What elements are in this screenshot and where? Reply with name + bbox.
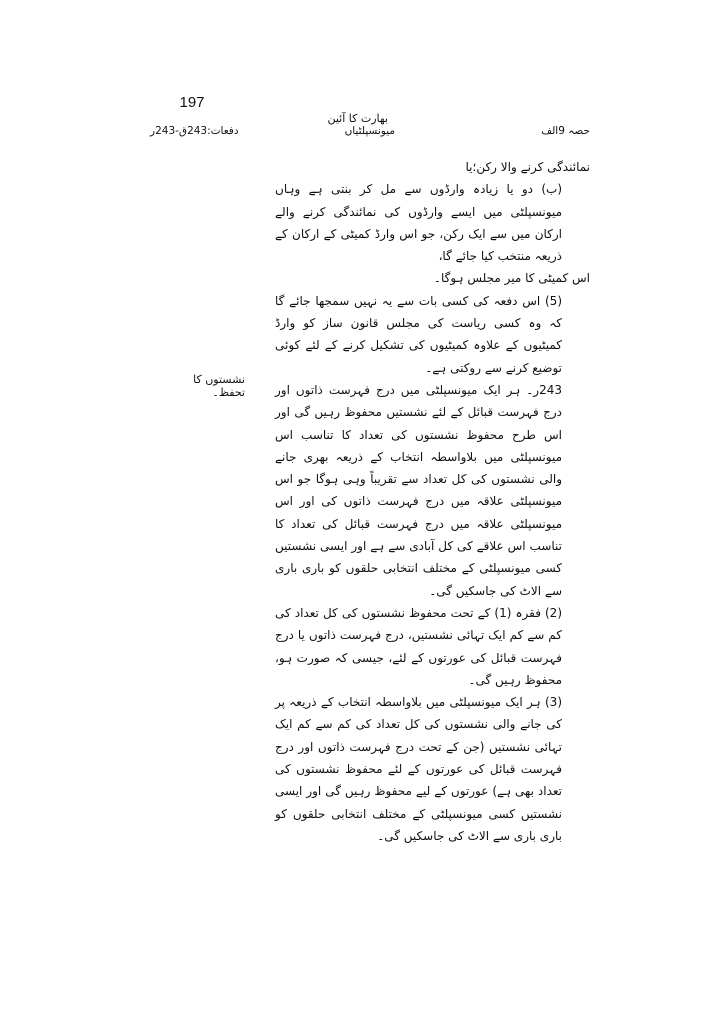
book-title: بھارت کا آئین xyxy=(327,112,388,125)
section-range: دفعات:243ق-243ر xyxy=(150,125,239,137)
marginal-note: نشستوں کا تحفظ۔ xyxy=(193,373,245,399)
paragraph: نمائندگی کرنے والا رکن؛یا xyxy=(465,160,590,174)
paragraph: (5) اس دفعہ کی کسی بات سے یہ نہیں سمجھا جائے گا کہ وہ کسی ریاست کی مجلس قانون ساز کو وارڈ کمیٹیوں کے علاوہ کمیٹیوں کی تشکیل کرنے کے لئے کوئی توضیع کرنے سے روکتی ہے۔ xyxy=(275,293,562,375)
paragraph: (ب) دو یا زیادہ وارڈوں سے مل کر بنتی ہے وہاں میونسپلٹی میں ایسے وارڈوں کی نمائندگی کرنے والے ارکان میں سے ایک رکن، جو اس وارڈ کمیٹی کے ارکان کے ذریعہ منتخب کیا جائے گا، xyxy=(275,182,562,264)
body-text xyxy=(275,156,590,847)
paragraph: اس کمیٹی کا میر مجلس ہوگا۔ xyxy=(433,271,590,286)
running-header xyxy=(150,112,590,142)
paragraph: (3) ہر ایک میونسپلٹی میں بلاواسطہ انتخاب کے ذریعہ پر کی جانے والی نشستوں کی کل تعداد کی کم سے کم ایک تہائی نشستیں (جن کے تحت درج فہرست ذاتوں اور درج فہرست قبائل کی عورتوں کے لئے محفوظ نشستوں کی تعداد بھی ہے) عورتوں کے لیے محفوظ رہیں گی اور ایسی نشستیں کسی میونسپلٹی کے مختلف انتخابی حلقوں کو باری باری سے الاٹ کی جاسکیں گی۔ xyxy=(275,695,562,843)
subject-label: میونسپلٹیاں xyxy=(344,125,395,137)
part-label: حصہ 9الف xyxy=(541,125,590,137)
page-number: 197 xyxy=(179,94,205,111)
paragraph: 243ر۔ ہر ایک میونسپلٹی میں درج فہرست ذاتوں اور درج فہرست قبائل کے لئے نشستیں محفوظ رہیں گی اور اس طرح محفوظ نشستوں کی تعداد کا تناسب اس میونسپلٹی میں بلاواسطہ انتخاب کے ذریعہ بھری جانے والی نشستوں کی کل تعداد سے تقریباً وہی ہوگا جو اس میونسپلٹی علاقہ میں درج فہرست ذاتوں کی اور اس میونسپلٹی علاقہ میں درج فہرست قبائل کی تعداد کا تناسب اس علاقے کی کل آبادی سے ہے اور ایسی نشستیں کسی میونسپلٹی کے مختلف انتخابی حلقوں کو باری باری سے الاٹ کی جاسکیں گی۔ xyxy=(275,382,562,598)
paragraph: (2) فقرہ (1) کے تحت محفوظ نشستوں کی کل تعداد کی کم سے کم ایک تہائی نشستیں، درج فہرست ذاتوں یا درج فہرست قبائل کی عورتوں کے لئے، جیسی کہ صورت ہو، محفوظ رہیں گی۔ xyxy=(275,605,562,687)
